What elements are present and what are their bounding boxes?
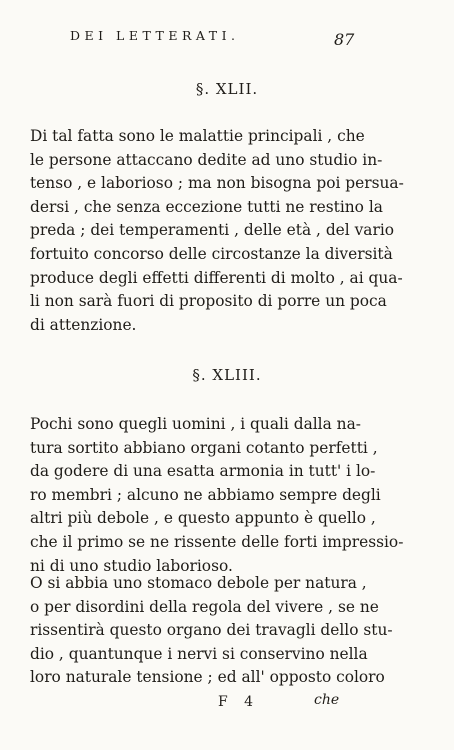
text-line: loro naturale tensione ; ed all' opposto coloro [30, 668, 385, 687]
text-line: che il primo se ne rissente delle forti impressio- [30, 532, 404, 551]
paragraph-xliii-2 [30, 572, 393, 690]
text-line: di attenzione. [30, 315, 137, 334]
page-number: 87 [334, 30, 355, 49]
text-line: dio , quantunque i nervi si conservino nella [30, 644, 368, 663]
text-line: tenso , e laborioso ; ma non bisogna poi persua- [30, 174, 404, 193]
text-line: preda ; dei temperamenti , delle età , del vario [30, 221, 395, 240]
text-line: tura sortito abbiano organi cotanto perfetti , [30, 438, 378, 457]
section-heading-xlii: §. XLII. [195, 80, 259, 98]
text-line: altri più debole , e questo appunto è quello , [30, 509, 376, 528]
text-line: Pochi sono quegli uomini , i quali dalla na- [30, 415, 361, 433]
text-line: ni di uno studio laborioso. [30, 556, 233, 575]
paragraph-xliii-1 [30, 413, 404, 578]
text-line: da godere di una esatta armonia in tutt' i lo- [30, 462, 376, 481]
section-heading-xliii: §. XLIII. [192, 366, 262, 384]
paragraph-xlii-1 [30, 125, 404, 337]
text-line: rissentirà questo organo dei travagli dello stu- [30, 621, 393, 640]
signature-mark: F 4 [218, 694, 260, 710]
text-line: le persone attaccano dedite ad uno studio in- [30, 150, 383, 169]
text-line: fortuito concorso delle circostanze la diversità [30, 244, 393, 263]
text-line: o per disordini della regola del vivere , se ne [30, 597, 379, 616]
text-line: dersi , che senza eccezione tutti ne restino la [30, 197, 383, 216]
text-line: li non sarà fuori di proposito di porre un poca [30, 292, 387, 311]
running-header: DEI LETTERATI. [70, 28, 240, 43]
catchword: che [314, 692, 340, 708]
text-line: produce degli effetti differenti di molto , ai qua- [30, 268, 403, 287]
text-line: Di tal fatta sono le malattie principali , che [30, 127, 365, 145]
text-line: O si abbia uno stomaco debole per natura , [30, 574, 367, 592]
text-line: ro membri ; alcuno ne abbiamo sempre degli [30, 485, 381, 504]
